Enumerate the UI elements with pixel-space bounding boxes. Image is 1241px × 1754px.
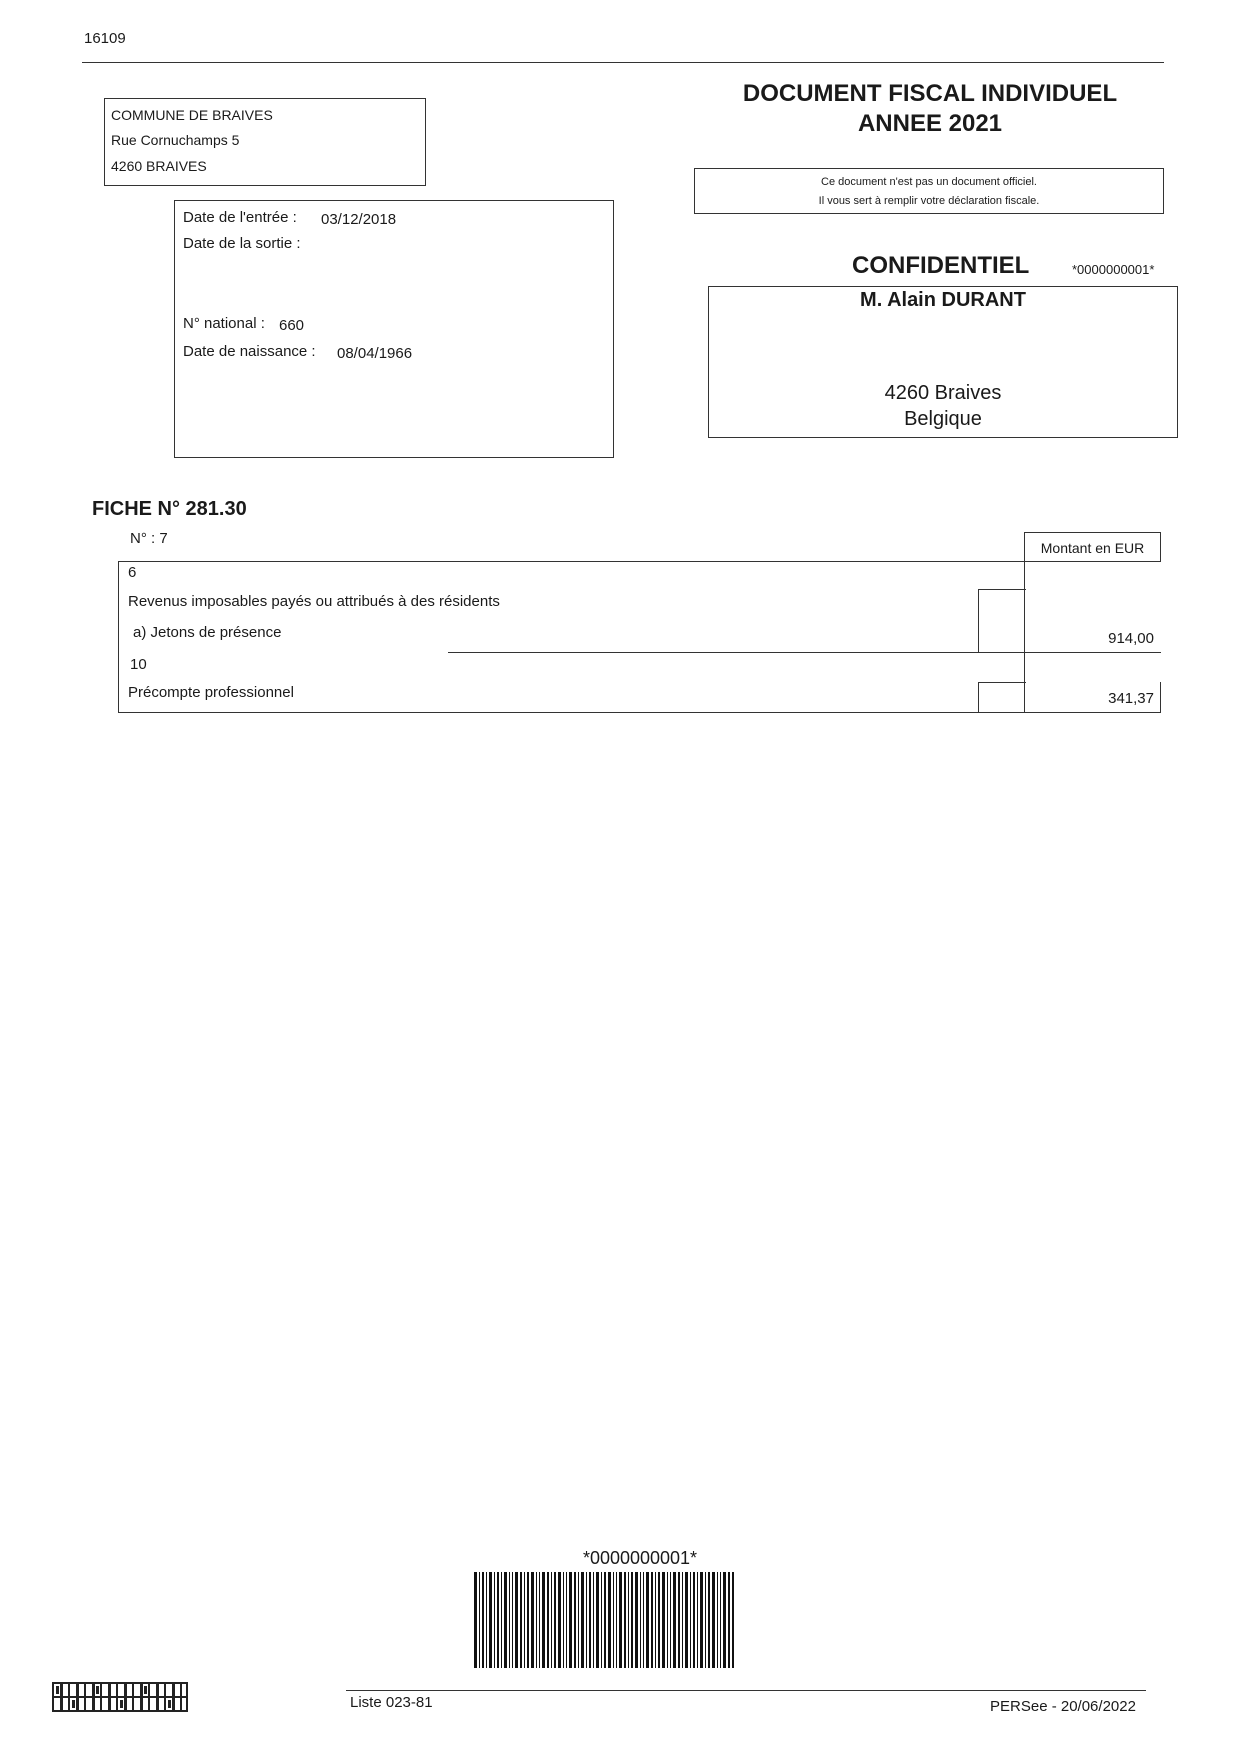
- top-rule: [82, 62, 1164, 63]
- section-6-amount: 914,00: [1108, 630, 1154, 647]
- fiche-table: [118, 532, 1161, 716]
- amount-column-header: Montant en EUR: [1024, 532, 1161, 562]
- persee-reference: PERSee - 20/06/2022: [990, 1698, 1136, 1715]
- national-number-label: N° national :: [183, 315, 265, 332]
- table-left-border: [118, 561, 119, 712]
- entry-date-value: 03/12/2018: [321, 211, 397, 228]
- birth-date-label: Date de naissance :: [183, 343, 316, 360]
- footer-rule: [346, 1690, 1146, 1691]
- row-rule-top: [118, 561, 1161, 562]
- confidential-code: *0000000001*: [1072, 262, 1155, 277]
- subcell-left-1: [978, 589, 979, 652]
- notice-line-2: Il vous sert à remplir votre déclaration fiscale.: [818, 195, 1040, 207]
- confidential-label: CONFIDENTIEL: [852, 252, 1030, 279]
- section-6-item: a) Jetons de présence: [133, 624, 282, 641]
- subcell-rule-top: [978, 589, 1026, 590]
- section-10-title: Précompte professionnel: [128, 684, 294, 701]
- amount-column-right: [1160, 682, 1161, 712]
- sender-address-box: [104, 98, 426, 186]
- subcell-left-2: [978, 682, 979, 712]
- section-6-number: 6: [128, 564, 137, 581]
- sender-city: 4260 BRAIVES: [111, 158, 207, 174]
- notice-line-1: Ce document n'est pas un document officiel.: [821, 176, 1037, 188]
- section-10-amount: 341,37: [1108, 690, 1154, 707]
- barcode-icon: [474, 1572, 734, 1668]
- recipient-address-box: [708, 286, 1178, 438]
- entry-date-label: Date de l'entrée :: [183, 209, 297, 226]
- recipient-name: M. Alain DURANT: [860, 289, 1026, 311]
- birth-date-value: 08/04/1966: [337, 345, 413, 362]
- dates-box: [174, 200, 614, 458]
- fiche-title: FICHE N° 281.30: [92, 498, 247, 520]
- national-number-value: 660: [279, 317, 305, 334]
- subcell-rule-bottom: [978, 682, 1026, 683]
- section-6-title: Revenus imposables payés ou attribués à des résidents: [128, 593, 500, 610]
- document-title: DOCUMENT FISCAL INDIVIDUEL: [742, 80, 1118, 107]
- list-reference: Liste 023-81: [350, 1694, 433, 1711]
- row-rule-middle: [448, 652, 1161, 653]
- barcode-text: *0000000001*: [582, 1548, 698, 1568]
- routing-code-icon: [52, 1682, 188, 1712]
- document-id: 16109: [84, 30, 126, 47]
- fiche-number: N° : 7: [130, 530, 168, 547]
- recipient-country: Belgique: [904, 408, 982, 430]
- exit-date-label: Date de la sortie :: [183, 235, 301, 252]
- recipient-city: 4260 Braives: [884, 382, 1002, 404]
- amount-column-left: [1024, 561, 1025, 712]
- row-rule-bottom: [118, 712, 1161, 713]
- document-year: ANNEE 2021: [857, 110, 1003, 137]
- sender-name: COMMUNE DE BRAIVES: [111, 107, 273, 123]
- notice-box: [694, 168, 1164, 214]
- sender-street: Rue Cornuchamps 5: [111, 132, 240, 148]
- section-10-number: 10: [130, 656, 147, 673]
